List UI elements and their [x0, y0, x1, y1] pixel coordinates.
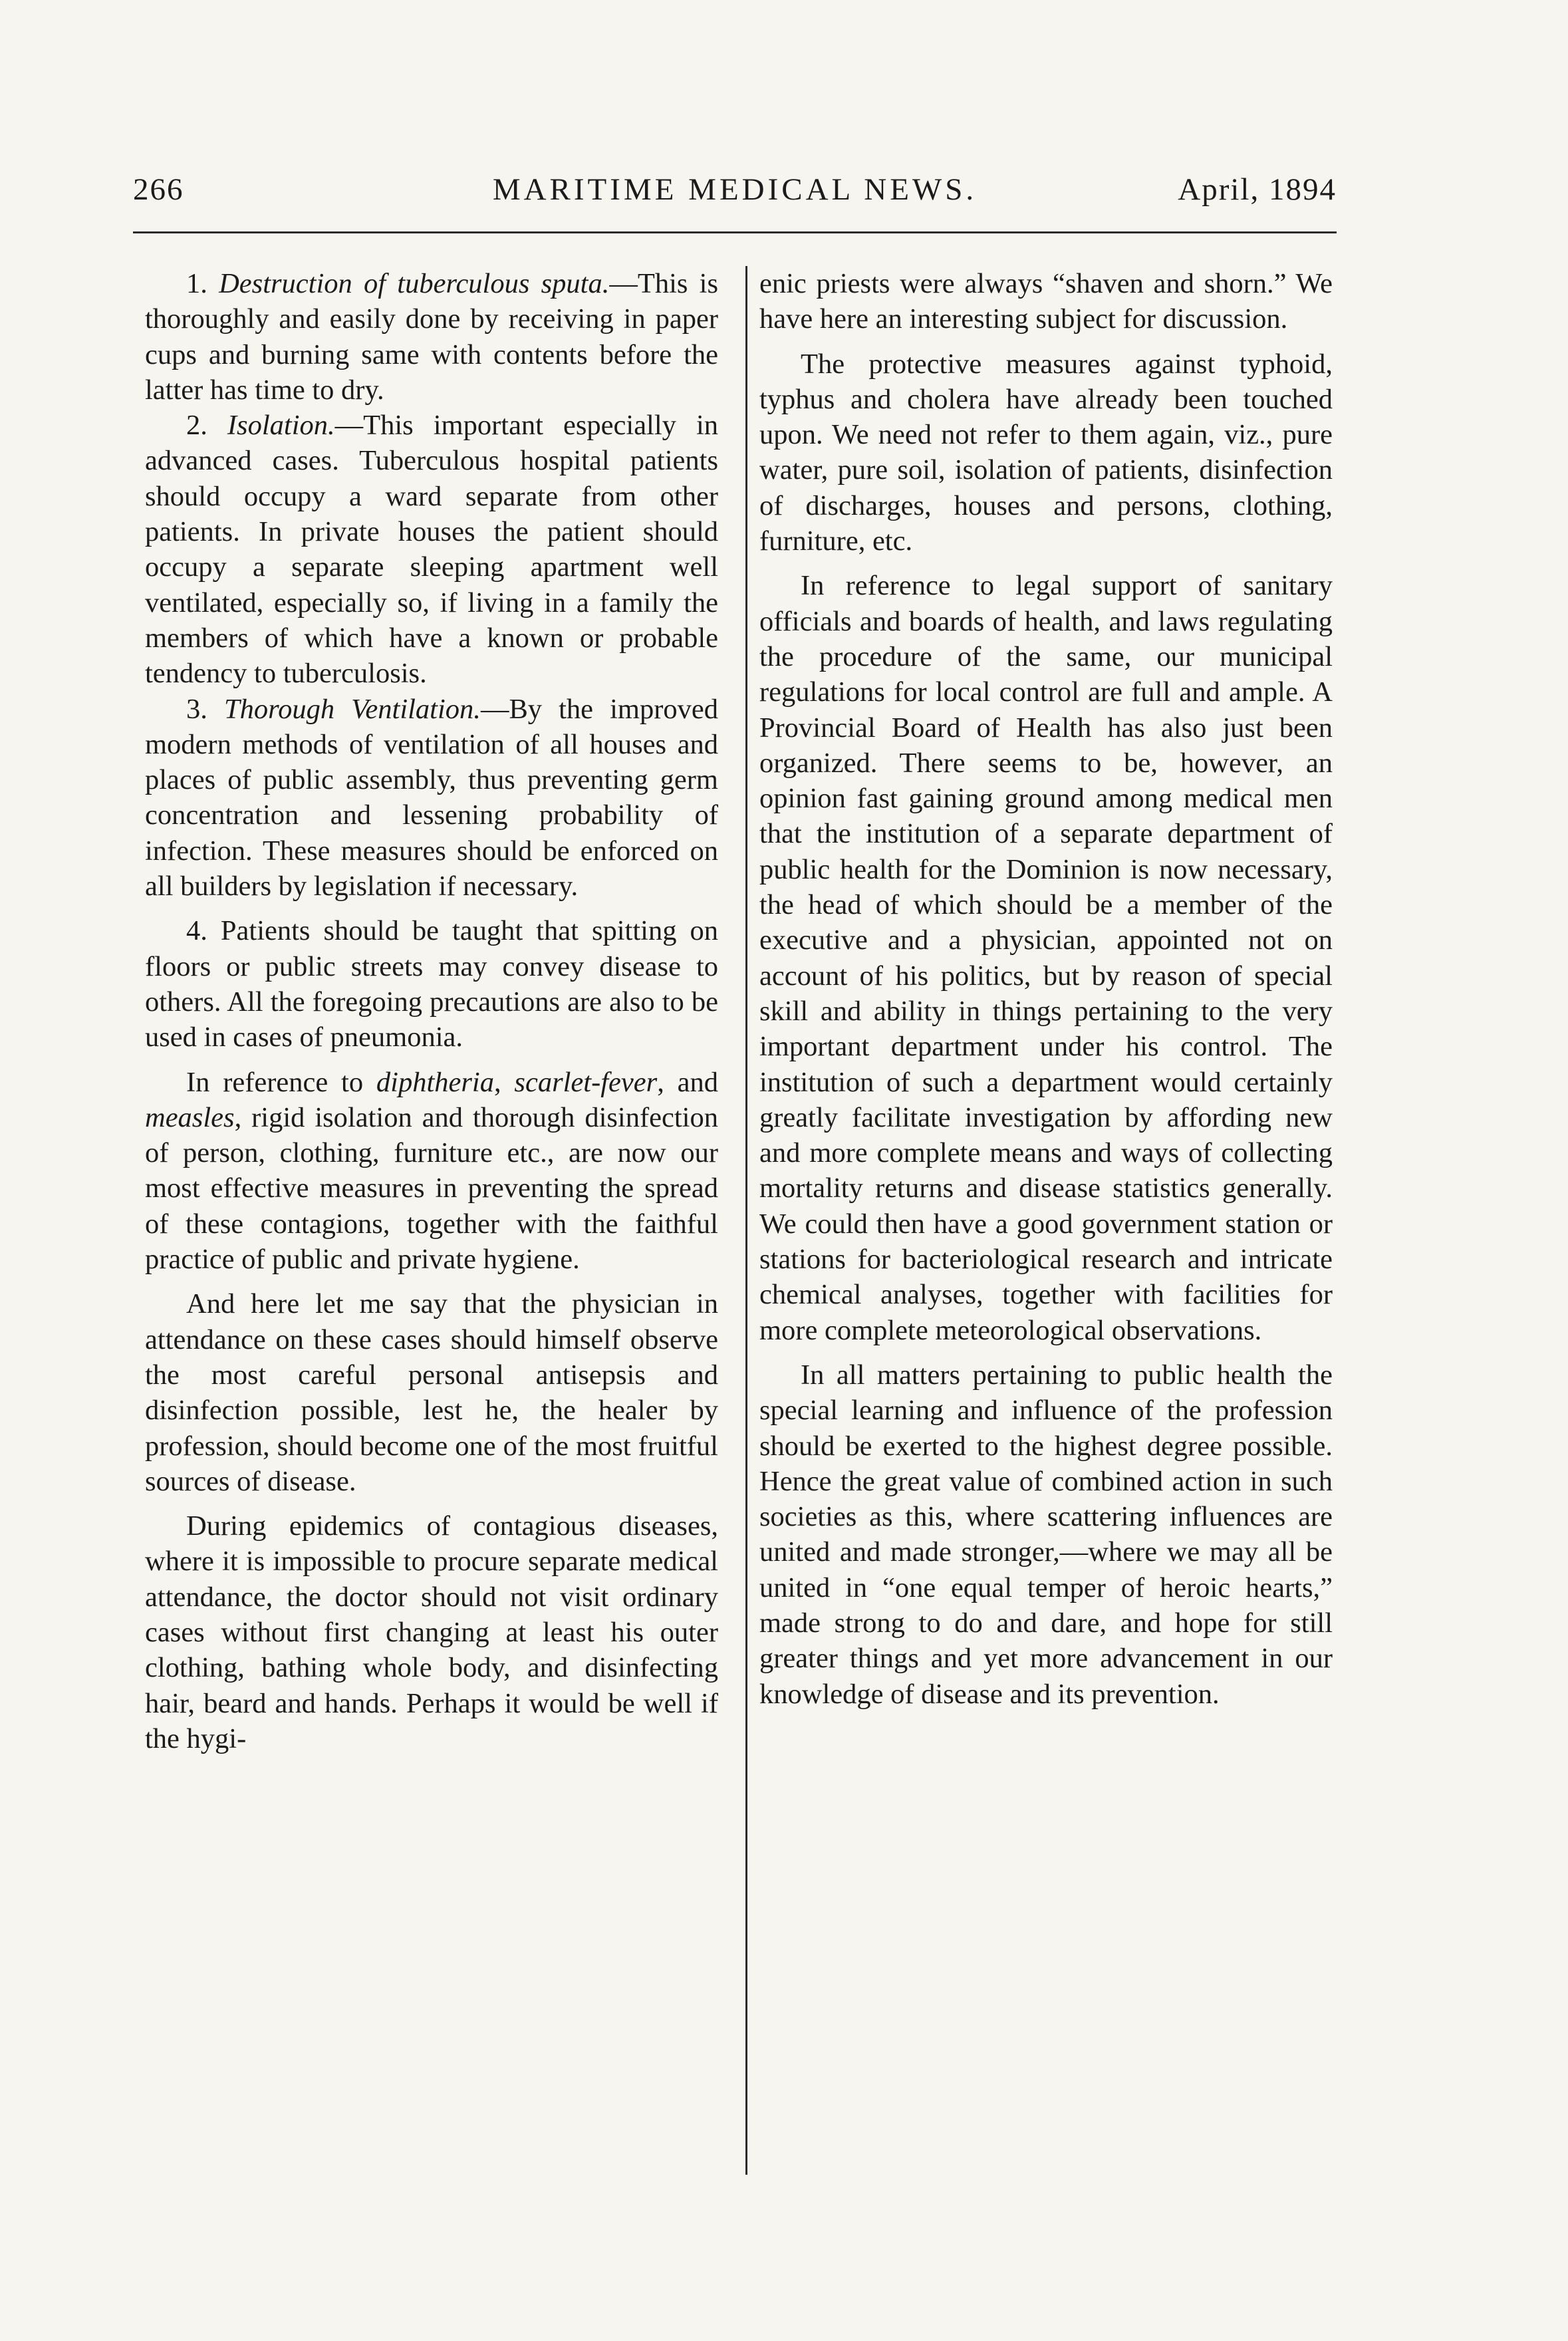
- disease-name: scarlet-fever: [514, 1066, 658, 1098]
- item-text: —This important especially in advanced cases. Tuberculous hospital patients should occupy a ward separate from other patients. In private houses the patient should occupy a separate sleeping apartment well ventilated, especially so, if living in a family the members of which have a known or probable tendency to tuberculosis.: [145, 410, 719, 690]
- paragraph-text: , and: [657, 1066, 718, 1098]
- paragraph-physician: And here let me say that the physician in attendance on these cases should himself observe the most careful personal antisepsis and disinfection possible, lest he, the healer by profession, should become one of the most fruitful sources of disease.: [145, 1288, 718, 1497]
- right-column: [759, 266, 1333, 1712]
- paragraph-sputa: [145, 266, 718, 408]
- paragraph-continued: enic priests were always “shaven and shorn.” We have here an interesting subject for discussion.: [759, 268, 1333, 335]
- item-text: —By the improved modern methods of ventilation of all houses and places of public assembly, thus preventing germ concentration and lessening probability of infection. These measures should be enforced on all builders by legislation if necessary.: [145, 693, 719, 902]
- paragraph-diphtheria: [145, 1065, 718, 1278]
- column-divider: [745, 266, 747, 2175]
- paragraph-text: In reference to: [186, 1066, 376, 1098]
- paragraph-text: ,: [493, 1066, 515, 1098]
- paragraph-epidemics: During epidemics of contagious diseases, where it is impossible to procure separate medical attendance, the doctor should not visit ordinary cases without first changing at least his outer clothing, bathing whole body, and disinfecting hair, beard and hands. Perhaps it would be well if the hygi-: [145, 1510, 718, 1754]
- disease-name: measles: [145, 1101, 235, 1133]
- paragraph-ventilation: [145, 692, 718, 904]
- item-number: 1.: [186, 268, 219, 299]
- disease-name: diphtheria: [376, 1066, 494, 1098]
- paragraph-text: , rigid isolation and thorough disinfection of person, clothing, furniture etc., are now our most effective measures in preventing the spread of these contagions, together with the faithful practice of public and private hygiene.: [145, 1101, 718, 1276]
- left-column: [145, 266, 718, 1756]
- running-header: [133, 172, 1337, 211]
- journal-title: MARITIME MEDICAL NEWS.: [492, 172, 978, 207]
- paragraph-legal-support: In reference to legal support of sanitary officials and boards of health, and laws regulating the procedure of the same, our municipal regulations for local control are full and ample. A Provincial Board of Health has also just been organized. There seems to be, however, an opinion fast gaining ground among medical men that the institution of a separate department of public health for the Dominion is now necessary, the head of which should be a member of the executive and a physician, appointed not on account of his politics, but by reason of special skill and ability in things pertaining to the very important department under his control. The institution of such a department would certainly greatly facilitate investigation by affording new and more complete means and ways of collecting mortality returns and disease statistics generally. We could then have a good government station or stations for bacteriological research and intricate chemical analyses, together with facilities for more complete meteorological observations.: [759, 570, 1333, 1346]
- item-text: —This is thoroughly and easily done by receiving in paper cups and burning same with contents before the latter has time to dry.: [145, 268, 718, 406]
- item-heading: Thorough Ventilation.: [223, 693, 481, 725]
- item-heading: Destruction of tuberculous sputa.: [219, 268, 610, 299]
- header-rule: [133, 231, 1337, 233]
- item-heading: Isolation.: [227, 410, 335, 442]
- issue-date: April, 1894: [1178, 172, 1337, 207]
- paragraph-spitting: 4. Patients should be taught that spitting on floors or public streets may convey disease to others. All the foregoing precautions are also to be used in cases of pneumonia.: [145, 915, 718, 1053]
- paragraph-isolation: [145, 408, 718, 691]
- page-number: 266: [133, 172, 184, 207]
- paragraph-public-health: In all matters pertaining to public health the special learning and influence of the profession should be exerted to the highest degree possible. Hence the great value of combined action in such societies as this, where scattering influences are united and made stronger,—where we may all be united in “one equal temper of heroic hearts,” made strong to do and dare, and hope for still greater things and yet more advancement in our knowledge of disease and its prevention.: [759, 1359, 1333, 1710]
- item-number: 2.: [186, 410, 227, 442]
- paragraph-protective-measures: The protective measures against typhoid, typhus and cholera have already been touched upon. We need not refer to them again, viz., pure water, pure soil, isolation of patients, disinfection of discharges, houses and persons, clothing, furniture, etc.: [759, 348, 1333, 557]
- item-number: 3.: [186, 693, 224, 725]
